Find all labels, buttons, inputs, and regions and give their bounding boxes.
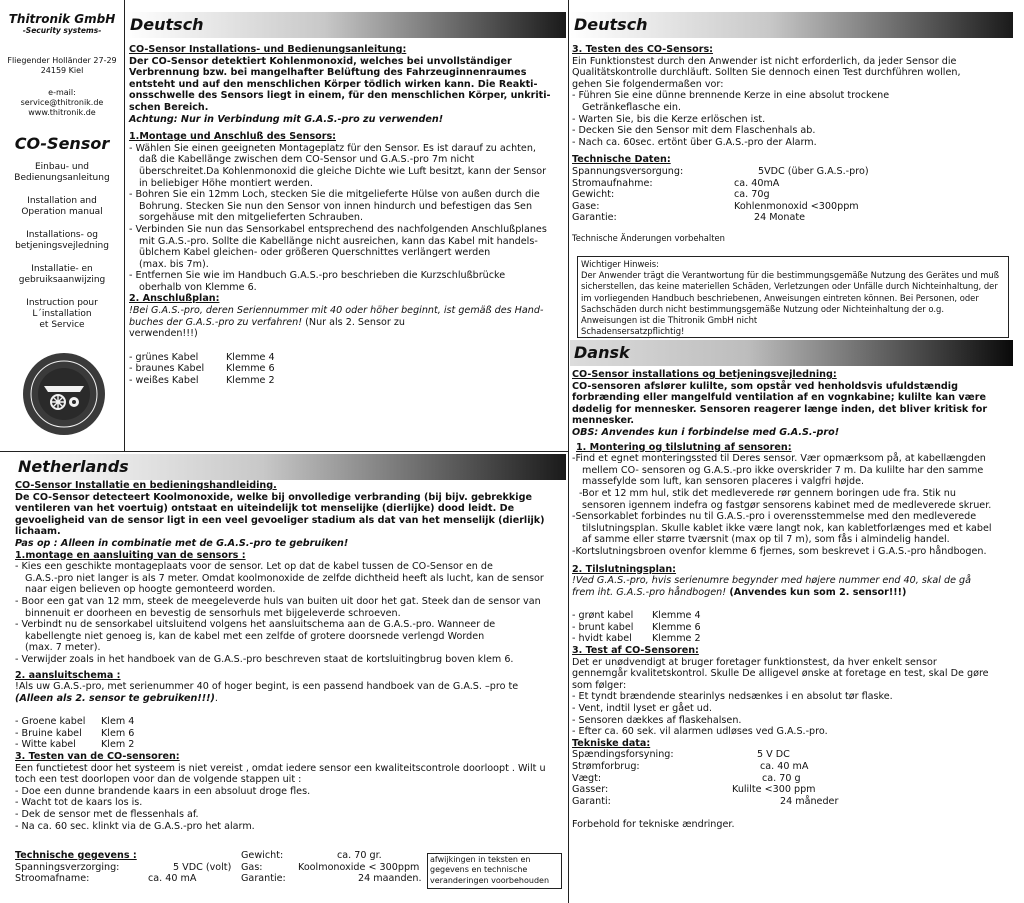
lang-de: Einbau- und Bedienungsanleitung — [14, 162, 110, 183]
web-link[interactable]: www.thitronik.de — [28, 108, 96, 117]
lang-nl: Installatie- en gebruiksaanwijzing — [18, 264, 106, 285]
dk-obs: OBS: Anvendes kun i forbindelse med G.A.S.-pro! — [572, 426, 840, 438]
nl-s2-title: 2. aansluitschema : — [15, 669, 121, 681]
nl-s3-title: 3. Testen van de CO-sensoren: — [15, 751, 180, 763]
de1-s2-title: 2. Anschlußplan: — [129, 293, 220, 305]
de2-tech-title: Technische Daten: — [572, 154, 671, 166]
de2-changes: Technische Änderungen vorbehalten — [572, 232, 725, 243]
lang-en: Installation and Operation manual — [21, 196, 103, 217]
banner-deutsch-1: Deutsch — [126, 12, 566, 38]
de2-s3-title: 3. Testen des CO-Sensors: — [572, 44, 714, 55]
gas-pro-seal-logo — [22, 352, 106, 436]
de1-s1-title: 1.Montage und Anschluß des Sensors: — [129, 131, 337, 143]
nl-section: CO-Sensor Installatie en bedieningshandleiding. De CO-Sensor detecteert Koolmonoxide, welke bij onvolledige verbranding (bij bijv. gebrekkige ventileren van het voertuig) ontstaat en uiteindelijk tot menselijke (dierlijke) dood leidt. De gevoeligheid van de sensor ligt in een veel gevoeliger stadium als dat van het menselijk (dierlijk) lichaam. Pas op : Alleen in combinatie met de G.A.S.-pro te gebruiken! 1.montage en aansluiting van de sensors : - Kies een geschikte montageplaats voor de sensor. Let op dat de kabel tussen de CO-Sensor en de G.A.S.-pro niet langer is als 7 meter. Omdat koolmonoxide de zelfde dichtheid heeft als lucht, kan de sensor naar eigen believen op hoogte gemonteerd worden. - Boor een gat van 12 mm, steek de meegeleverde huls van buiten uit door het gat. Steek dan de sensor van binnenuit er doorheen en bevestig de sensorhuls met bijgeleverde schroeven. - Verbindt nu de sensorkabel uitsluitend volgens het aansluitschema aan de G.A.S.-pro. Wanneer de kabellengte niet genoeg is, kan de kabel met een zelfde of grotere doorsnede verlengd Worden (max. 7 meter). - Verwijder zoals in het handboek van de G.A.S.-pro beschreven staat de kortsluitingbrug boven klem 6. 2. aansluitschema : !Als uw G.A.S.-pro, met serienummer 40 of hoger begint, is een passend handboek van de G.A.S. –pro te (Alleen als 2. sensor te gebruiken!!!). - Groene kabel Klem 4 - Bruine kabel Klem 6 - Witte kabel Klem 2 3. Testen van de CO-sensoren: Een functietest door het systeem is niet vereist , omdat iedere sensor een kwaliteitscontrole doorloopt . Wilt u toch een test doorlopen voor dan de volgende stappen uit : - Doe een dunne brandende kaars in een absoluut droge fles. - Wacht tot de kaars los is. - Dek de sensor met de flessenhals af. - Na ca. 60 sec. klinkt via de G.A.S.-pro het alarm. — [15, 480, 546, 832]
dk-title: CO-Sensor installations og betjeningsvejledning: — [572, 369, 837, 380]
email-link[interactable]: service@thitronik.de — [20, 98, 104, 107]
divider-center — [568, 0, 569, 903]
email-label: e-mail: — [48, 88, 76, 97]
divider-middle — [0, 451, 568, 452]
nl-tech-right: Gewicht: ca. 70 gr. Gas: Koolmonoxide < 300ppm Garantie: 24 maanden. — [241, 850, 422, 885]
lang-dk: Installations- og betjeningsvejledning — [15, 230, 109, 251]
dk-s2-title: 2. Tilslutningsplan: — [572, 563, 677, 575]
divider-sidebar — [124, 0, 125, 452]
nl-pas-op: Pas op : Alleen in combinatie met de G.A.S.-pro te gebruiken! — [15, 537, 349, 549]
nl-tech-left: Technische gegevens : Spanningsverzorging: 5 VDC (volt) Stroomafname: ca. 40 mA — [15, 850, 232, 885]
de1-warning: Achtung: Nur in Verbindung mit G.A.S.-pro zu verwenden! — [129, 113, 444, 125]
nl-changes-note: afwijkingen in teksten en gegevens en technische veranderingen voorbehouden — [427, 853, 562, 889]
banner-netherlands: Netherlands — [14, 454, 566, 480]
banner-dansk: Dansk — [570, 340, 1013, 366]
dk-section: CO-Sensor installations og betjeningsvejledning: CO-sensoren afslører kulilte, som opstår ved henholdsvis ufuldstændig forbrænding eller mangelfuld ventilation af en vognkabine; kulilte kan være dødelig for mennesker. Sensoren reagerer længe inden, det bliver kritisk for mennesker. OBS: Anvendes kun i forbindelse med G.A.S.-pro! 1. Montering og tilslutning af sensoren: -Find et egnet monteringssted til Deres sensor. Vær opmærksom på, at kabellængden mellem CO- sensoren og G.A.S.-pro ikke overskrider 7 m. Da kulilte har den samme massefylde som luft, kan sensoren placeres i valgfri højde. -Bor et 12 mm hul, stik det medleverede rør gennem boringen ude fra. Stik nu sensoren igennem indefra og fastgør sensorens kabinet med de medleverede skruer. -Sensorkablet forbindes nu til G.A.S.-pro i overensstemmelse med den medleverede tilslutningsplan. Skulle kablet ikke være langt nok, kan kabletforlænges med et kabel af samme eller større tværsnit (max op til 7 m), som fås i almindelig handel. -Kortslutningsbroen ovenfor klemme 6 fjernes, som beskrevet i G.A.S.-pro håndbogen. 2. Tilslutningsplan: !Ved G.A.S.-pro, hvis serienumre begynder med højere nummer end 40, skal de gå frem iht. G.A.S.-pro håndbogen! (Anvendes kun som 2. sensor!!!) - grønt kabel Klemme 4 - brunt kabel Klemme 6 - hvidt kabel Klemme 2 3. Test af CO-Sensoren: Det er unødvendigt at bruger foretager funktionstest, da hver enkelt sensor gennemgår kvalitetskontrol. Skulle De alligevel ønske at foretage en test, skal De gøre som følger: - Et tyndt brændende stearinlys nedsænkes i en absolut tør flaske. - Vent, indtil lyset er gået ud. - Sensoren dækkes af flaskehalsen. - Efter ca. 60 sek. vil alarmen udløses ved G.A.S.-pro. Tekniske data: Spændingsforsyning: 5 V DC Strømforbrug: ca. 40 mA Vægt: ca. 70 g Gasser: Kulilte <300 ppm Garanti: 24 måneder Forbehold for tekniske ændringer. — [572, 369, 992, 831]
sidebar — [0, 12, 124, 331]
nl-title: CO-Sensor Installatie en bedieningshandleiding. — [15, 480, 277, 491]
lang-fr: Instruction pour L´installation et Service — [26, 298, 98, 330]
address-city: 24159 Kiel — [40, 66, 84, 75]
dk-changes: Forbehold for tekniske ændringer. — [572, 819, 735, 831]
de1-title: CO-Sensor Installations- und Bedienungsanleitung: — [129, 44, 407, 55]
dk-tech-title: Tekniske data: — [572, 737, 651, 749]
product-title: CO-Sensor — [14, 134, 110, 153]
dk-s3-title: 3. Test af CO-Sensoren: — [572, 645, 699, 657]
nl-tech-title: Technische gegevens : — [15, 850, 137, 861]
address-street: Fliegender Holländer 27-29 — [7, 56, 117, 65]
banner-deutsch-2: Deutsch — [570, 12, 1013, 38]
dk-s1-title: 1. Montering og tilslutning af sensoren: — [576, 441, 792, 453]
nl-s1-title: 1.montage en aansluiting van de sensors : — [15, 549, 246, 561]
de2-section: 3. Testen des CO-Sensors: Ein Funktionstest durch den Anwender ist nicht erforderlich, da jeder Sensor die Qualitätskontrolle durchläuft. Sollten Sie dennoch einen Test durchführen wollen, gehen Sie folgendermaßen vor: - Führen Sie eine dünne brennende Kerze in eine absolut trockene Getränkeflasche ein. - Warten Sie, bis die Kerze erlöschen ist. - Decken Sie den Sensor mit dem Flaschenhals ab. - Nach ca. 60sec. ertönt über G.A.S.-pro der Alarm. Technische Daten: Spannungsversorgung: 5VDC (über G.A.S.-pro) Stromaufnahme: ca. 40mA Gewicht: ca. 70g Gase: Kohlenmonoxid <300ppm Garantie: 24 Monate Technische Änderungen vorbehalten — [572, 44, 961, 243]
de1-section: CO-Sensor Installations- und Bedienungsanleitung: Der CO-Sensor detektiert Kohlenmonoxid, welches bei unvollständiger Verbrennung bzw. bei mangelhafter Belüftung des Fahrzeuginnenraumes entsteht und auf den menschlichen Körper tödlich wirken kann. Die Reakti- onsschwelle des Sensors liegt in einem, für den menschlichen Körper, unkriti- schen Bereich. Achtung: Nur in Verbindung mit G.A.S.-pro zu verwenden! 1.Montage und Anschluß des Sensors: - Wählen Sie einen geeigneten Montageplatz für den Sensor. Es ist darauf zu achten, daß die Kabellänge zwischen dem CO-Sensor und G.A.S.-pro 7m nicht überschreitet.Da Kohlenmonoxid die gleiche Dichte wie Luft besitzt, kann der Sensor in beliebiger Höhe montiert werden. - Bohren Sie ein 12mm Loch, stecken Sie die mitgelieferte Hülse von außen durch die Bohrung. Stecken Sie nun den Sensor von innen hindurch und befestigen das Sen sorgehäuse mit den mitgelieferten Schrauben. - Verbinden Sie nun das Sensorkabel entsprechend des nachfolgenden Anschlußplanes mit G.A.S.-pro. Sollte die Kabellänge nicht ausreichen, kann das Kabel mit handels- üblchem Kabel gleichen- oder größeren Querschnittes verlängert werden (max. bis 7m). - Entfernen Sie wie im Handbuch G.A.S.-pro beschrieben die Kurzschlußbrücke oberhalb von Klemme 6. 2. Anschlußplan: !Bei G.A.S.-pro, deren Seriennummer mit 40 oder höher beginnt, ist gemäß des Hand- buches der G.A.S.-pro zu verfahren! (Nur als 2. Sensor zu verwenden!!!) - grünes Kabel Klemme 4 - braunes Kabel Klemme 6 - weißes Kabel Klemme 2 — [129, 44, 551, 387]
company-tagline: -Security systems- — [22, 26, 102, 35]
de2-important-note: Wichtiger Hinweis: Der Anwender trägt die Verantwortung für die bestimmungsgemäße Nutzung des Gerätes und muß sicherstellen, das keine materiellen Schäden, Verletzungen oder Unfälle durch Nichteinhaltung, der im vorliegenden Handbuch beschriebenen, Anweisungen eintreten können. Bei Personen, oder Sachschäden durch nicht bestimmungsgemäße Nutzung oder Nichteinhaltung der o.g. Anweisungen ist die Thitronik GmbH nicht Schadensersatzpflichtig! — [577, 256, 1009, 338]
company-name: Thitronik GmbH — [8, 12, 116, 26]
